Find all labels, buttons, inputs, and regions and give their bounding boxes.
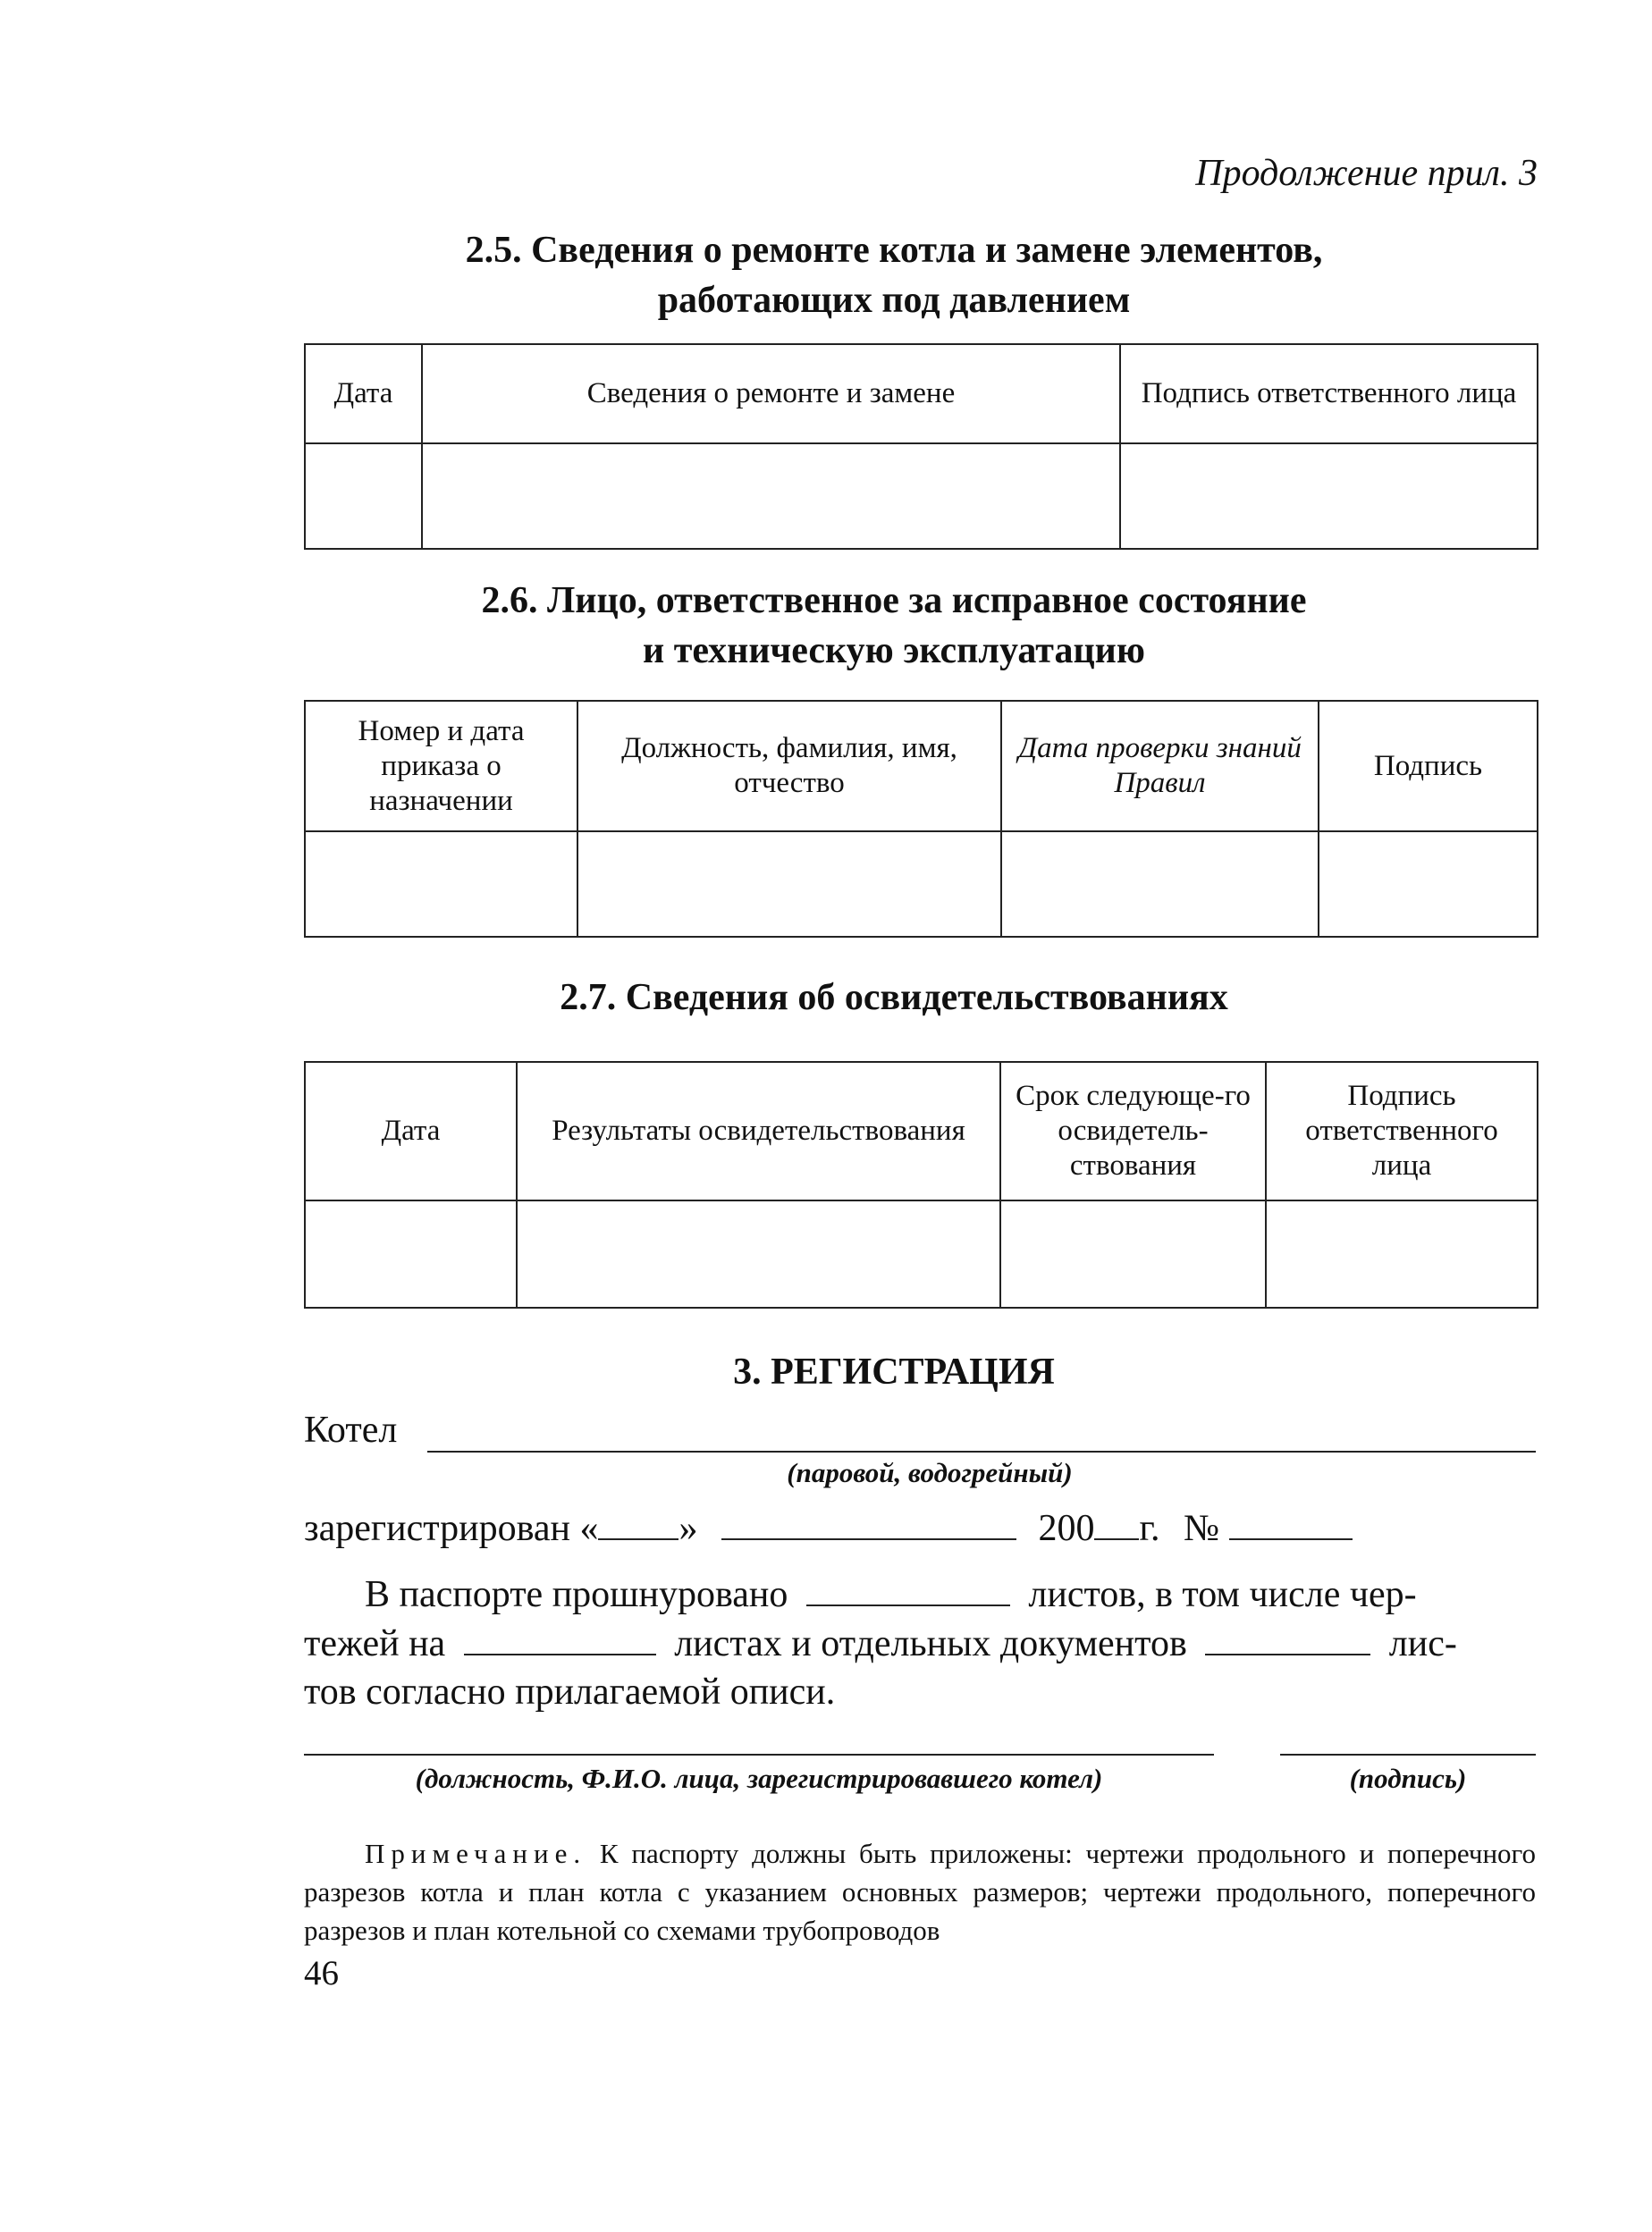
passport-text-3: тежей на <box>304 1623 446 1664</box>
page-number: 46 <box>304 1954 339 1992</box>
header-cell: Срок следующе-го освидетель-ствования <box>1000 1062 1266 1200</box>
year-field[interactable] <box>1094 1538 1139 1540</box>
header-cell: Номер и дата приказа о назначении <box>305 701 577 831</box>
year-suffix: г. <box>1139 1508 1160 1549</box>
passport-line-1 <box>365 1573 1417 1616</box>
table-cell[interactable] <box>305 831 577 937</box>
table-cell[interactable] <box>1319 831 1538 937</box>
header-cell: Подпись ответственного лица <box>1120 344 1538 443</box>
continuation-label: Продолжение прил. 3 <box>1195 153 1538 194</box>
header-cell: Подпись <box>1319 701 1538 831</box>
table-row <box>305 443 1538 549</box>
boiler-type-hint: (паровой, водогрейный) <box>787 1457 1073 1488</box>
section-2-6-title <box>259 576 1529 676</box>
section-2-5-title-line1: 2.5. Сведения о ремонте котла и замене элементов, <box>465 230 1323 271</box>
table-header-row <box>305 344 1538 443</box>
section-2-5-title-line2: работающих под давлением <box>657 280 1131 321</box>
table-header-row <box>305 1062 1538 1200</box>
section-2-6-title-line2: и техническую эксплуатацию <box>643 630 1145 671</box>
table-cell[interactable] <box>1120 443 1538 549</box>
header-cell: Результаты освидетельствования <box>517 1062 1000 1200</box>
table-header-row <box>305 701 1538 831</box>
header-cell: Дата <box>305 1062 517 1200</box>
sheets-count-field[interactable] <box>806 1605 1010 1606</box>
header-cell: Дата <box>305 344 422 443</box>
table-cell[interactable] <box>305 1200 517 1308</box>
header-cell: Дата проверки знаний Правил <box>1001 701 1319 831</box>
number-sign: № <box>1183 1508 1220 1549</box>
boiler-label: Котел <box>304 1410 398 1451</box>
signature-field[interactable] <box>1280 1754 1536 1756</box>
note <box>304 1834 1536 1950</box>
table-row <box>305 831 1538 937</box>
passport-line-2 <box>304 1622 1457 1665</box>
note-text: К паспорту должны быть приложены: чертежи продольного и поперечного разрезов котла и план котла с указанием основных размеров; чертежи продольного, поперечного разрезов и план котельной со схемами трубопроводов <box>304 1838 1536 1946</box>
registration-number-field[interactable] <box>1229 1538 1353 1540</box>
registration-line <box>304 1507 1353 1550</box>
section-2-6-title-line1: 2.6. Лицо, ответственное за исправное состояние <box>481 580 1307 621</box>
table-cell[interactable] <box>422 443 1120 549</box>
table-row <box>305 1200 1538 1308</box>
section-2-7-title: 2.7. Сведения об освидетельствованиях <box>560 977 1228 1018</box>
passport-text-4: листах и отдельных документов <box>674 1623 1187 1664</box>
documents-sheets-field[interactable] <box>1205 1654 1370 1655</box>
passport-text-2: листов, в том числе чер- <box>1028 1574 1417 1615</box>
inspection-table <box>304 1061 1538 1309</box>
registered-label: зарегистрирован <box>304 1508 570 1549</box>
repair-table <box>304 343 1538 550</box>
boiler-type-field[interactable] <box>427 1451 1536 1453</box>
header-cell: Должность, фамилия, имя, отчество <box>577 701 1001 831</box>
passport-text-1: В паспорте прошнуровано <box>365 1574 788 1615</box>
quote-close: » <box>678 1508 698 1549</box>
header-cell: Подпись ответственного лица <box>1266 1062 1538 1200</box>
table-cell[interactable] <box>1000 1200 1266 1308</box>
passport-text-5: лис- <box>1388 1623 1457 1664</box>
official-name-hint: (должность, Ф.И.О. лица, зарегистрировавшего котел) <box>415 1763 1103 1794</box>
responsible-person-table <box>304 700 1538 938</box>
table-cell[interactable] <box>517 1200 1000 1308</box>
day-field[interactable] <box>598 1538 678 1540</box>
note-label: Примечание. <box>365 1838 587 1869</box>
table-cell[interactable] <box>1266 1200 1538 1308</box>
header-cell: Сведения о ремонте и замене <box>422 344 1120 443</box>
drawings-sheets-field[interactable] <box>464 1654 656 1655</box>
registration-title: 3. РЕГИСТРАЦИЯ <box>733 1352 1055 1393</box>
year-prefix: 200 <box>1038 1508 1095 1549</box>
table-cell[interactable] <box>1001 831 1319 937</box>
table-cell[interactable] <box>305 443 422 549</box>
official-name-field[interactable] <box>304 1754 1214 1756</box>
month-field[interactable] <box>721 1538 1016 1540</box>
quote-open: « <box>579 1508 599 1549</box>
section-2-5-title <box>259 225 1529 325</box>
signature-hint: (подпись) <box>1349 1763 1467 1794</box>
passport-line-3: тов согласно прилагаемой описи. <box>304 1672 836 1713</box>
table-cell[interactable] <box>577 831 1001 937</box>
